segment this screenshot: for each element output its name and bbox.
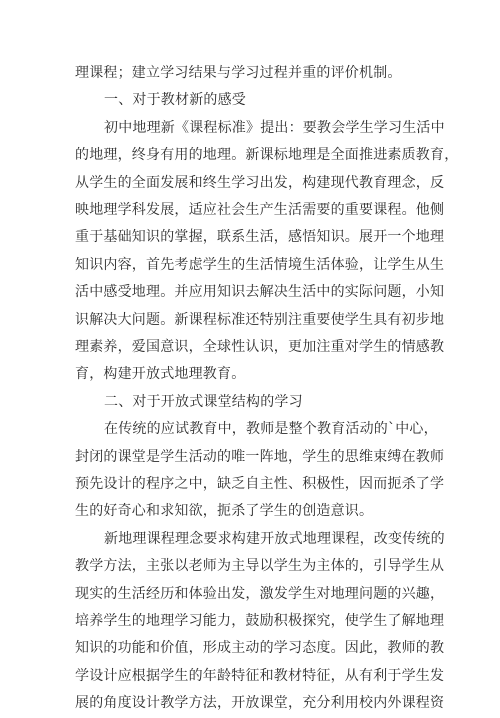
text-line: 新地理课程理念要求构建开放式地理课程，改变传统的: [104, 530, 445, 547]
text-line: 知识内容，首先考虑学生的生活情境生活体验，让学生从生: [75, 256, 445, 273]
text-line: 初中地理新《课程标准》提出：要教会学生学习生活中: [104, 119, 445, 136]
text-line: 育，构建开放式地理教育。: [75, 366, 246, 383]
text-line: 封闭的课堂是学生活动的唯一阵地，学生的思维束缚在教师: [75, 448, 445, 465]
text-line: 展的角度设计教学方法，开放课堂，充分利用校内外课程资: [75, 695, 445, 712]
text-line: 映地理学科发展，适应社会生产生活需要的重要课程。他侧: [75, 202, 445, 218]
text-line: 重于基础知识的掌握，联系生活，感悟知识。展开一个地理: [75, 229, 445, 246]
text-line: 理课程；建立学习结果与学习过程并重的评价机制。: [75, 65, 402, 81]
text-line: 从学生的全面发展和终生学习出发，构建现代教育理念，反: [75, 174, 445, 191]
section-heading: 一、对于教材新的感受: [104, 92, 246, 109]
text-line: 的地理，终身有用的地理。新课标地理是全面推进素质教育，: [75, 147, 459, 164]
text-line: 知识的功能和价值，形成主动的学习态度。因此，教师的教: [75, 640, 445, 657]
text-line: 生的好奇心和求知欲，扼杀了学生的创造意识。: [75, 503, 374, 520]
text-line: 现实的生活经历和体验出发，激发学生对地理问题的兴趣，: [75, 585, 445, 602]
text-line: 预先设计的程序之中，缺乏自主性、积极性，因而扼杀了学: [75, 476, 445, 492]
section-heading: 二、对于开放式课堂结构的学习: [104, 393, 303, 410]
text-line: 识解决大问题。新课程标准还特别注重要使学生具有初步地: [75, 311, 445, 328]
text-line: 教学方法，主张以老师为主导以学生为主体的，引导学生从: [75, 558, 445, 575]
text-line: 理素养，爱国意识，全球性认识，更加注重对学生的情感教: [75, 339, 445, 355]
text-line: 活中感受地理。并应用知识去解决生活中的实际问题，小知: [75, 284, 445, 301]
text-line: 在传统的应试教育中，教师是整个教育活动的`中心，: [104, 421, 438, 438]
text-line: 学设计应根据学生的年龄特征和教材特征，从有利于学生发: [75, 667, 445, 684]
text-line: 培养学生的地理学习能力，鼓励积极探究，使学生了解地理: [75, 613, 445, 629]
